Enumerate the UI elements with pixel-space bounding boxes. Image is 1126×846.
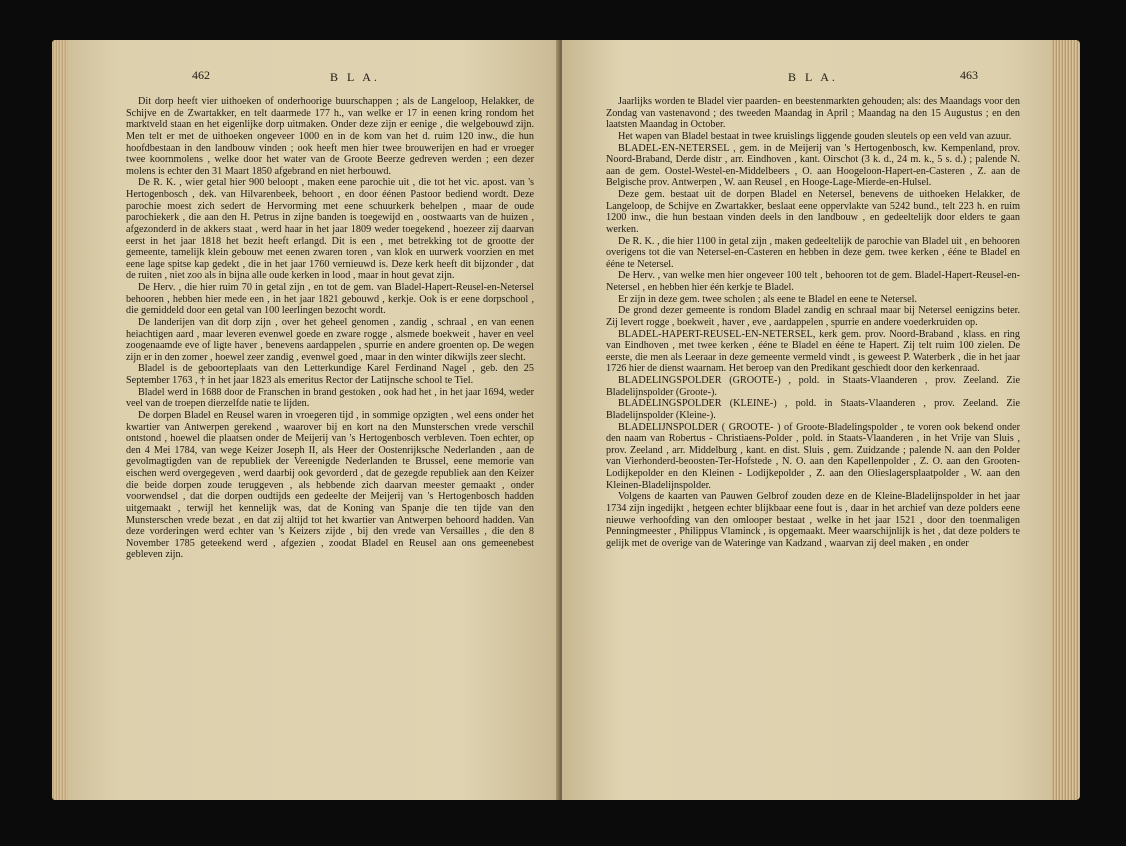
- running-header-right: B L A.: [788, 70, 838, 84]
- left-page-body: [126, 96, 534, 561]
- paragraph: De Herv. , van welke men hier ongeveer 100 telt , behooren tot de gem. Bladel-Hapert-Reusel-en-Netersel , en hebben hier één kerkje te Bladel.: [606, 270, 1020, 293]
- paragraph: Deze gem. bestaat uit de dorpen Bladel en Netersel, benevens de uithoeken Helakker, de Langeloop, de Schijve en Zwartakker, beslaat eene oppervlakte van 5242 bund., telt 223 h. en ruim 1200 inw., die hun bestaan vinden deels in den landbouw , en gedeeltelijk door elders te gaan werken.: [606, 189, 1020, 235]
- paragraph: Bladel is de geboorteplaats van den Letterkundige Karel Ferdinand Nagel , geb. den 25 September 1763 , † in het jaar 1823 als emeritus Rector der Latijnsche school te Tiel.: [126, 363, 534, 386]
- page-number-right: 463: [960, 68, 978, 82]
- paragraph: BLADEL-EN-NETERSEL , gem. in de Meijerij van 's Hertogenbosch, kw. Kempenland, prov. Noord-Braband, Derde distr , arr. Eindhoven , kant. Oirschot (3 k. d., 24 m. k., 5 s. d.) ; palende N. aan de gem. Oostel-Westel-en-Middelbeers , O. aan Hoogeloon-Hapert-en-Casteren , Z. aan de Belgische prov. Antwerpen , W. aan Reusel , en Hooge-Lage-Mierde-en-Hulsel.: [606, 142, 1020, 189]
- paragraph: De R. K. , die hier 1100 in getal zijn , maken gedeeltelijk de parochie van Bladel uit , en behooren overigens tot die van Netersel-en-Casteren en hebben in deze gem. twee kerken , ééne te Bladel en ééne te Netersel.: [606, 235, 1020, 270]
- book-left-edge: [52, 40, 68, 800]
- paragraph: BLADELINGSPOLDER (KLEINE-) , pold. in Staats-Vlaanderen , prov. Zeeland. Zie Bladelijnspolder (Kleine-).: [606, 398, 1020, 421]
- running-header-left: B L A.: [330, 70, 380, 84]
- paragraph: Het wapen van Bladel bestaat in twee kruislings liggende gouden sleutels op een veld van azuur.: [618, 130, 1012, 142]
- paragraph: BLADELINGSPOLDER (GROOTE-) , pold. in Staats-Vlaanderen , prov. Zeeland. Zie Bladelijnspolder (Groote-).: [606, 375, 1020, 398]
- paragraph: De landerijen van dit dorp zijn , over het geheel genomen , zandig , schraal , en van eenen heiachtigen aard , maar leveren evenwel goede en zware rogge , alsmede boekweit , haver en veel zoogenaamde eve of ligte haver , benevens aardappelen , spurrie en andere groenten op. De wegen zijn er in den zomer , hoewel zeer zandig , evenwel goed , maar in den winter dikwijls zeer slecht.: [126, 316, 534, 363]
- book-right-edge: [1052, 40, 1080, 800]
- paragraph: De grond dezer gemeente is rondom Bladel zandig en schraal maar bij Netersel eenigzins beter. Zij levert rogge , boekweit , haver , eve , aardappelen , spurrie en andere voederkruiden op.: [606, 305, 1020, 328]
- paragraph: Er zijn in deze gem. twee scholen ; als eene te Bladel en eene te Netersel.: [618, 293, 917, 305]
- paragraph: De Herv. , die hier ruim 70 in getal zijn , en tot de gem. van Bladel-Hapert-Reusel-en-Netersel behooren , hebben hier mede een , in het jaar 1821 gebouwd , kerkje. Ook is er eene dorpschool , die gemiddeld door een getal van 100 leerlingen bezocht wordt.: [126, 282, 534, 317]
- paragraph: De R. K. , wier getal hier 900 beloopt , maken eene parochie uit , die tot het vic. apost. van 's Hertogenbosch , dek. van Hilvarenbeek, behoort , en door éénen Pastoor bediend wordt. Deze parochie moest zich sedert de Hervorming met eene schuurkerk behelpen , maar de oude parochiekerk , die aan den H. Petrus in zijne banden is toegewijd en , oostwaarts van de huizen , afgezonderd in de akkers staat , werd haar in het jaar 1809 weder toegekend , hoezeer zij daarvan eerst in het jaar 1818 het bezit heeft erlangd. Dit is een , met betrekking tot de grootte der gemeente, tamelijk klein gebouw met eenen zwaren toren , van klok en uurwerk voorzien en met eene lage spitse kap gedekt , die in het jaar 1760 vernieuwd is. Deze kerk heeft dit bijzonder , dat de ruiten , niet zoo als in bijna alle oude kerken in lood , maar in hout gevat zijn.: [126, 177, 534, 282]
- paragraph: Jaarlijks worden te Bladel vier paarden- en beestenmarkten gehouden; als: des Maandags voor den Zondag van vastenavond ; des tweeden Maandag in April ; Maandag na den 15 Augustus ; en den laatsten Maandag in October.: [606, 96, 1020, 131]
- page-number-left: 462: [192, 68, 210, 82]
- paragraph: BLADEL-HAPERT-REUSEL-EN-NETERSEL, kerk gem. prov. Noord-Braband , klass. en ring van Eindhoven , met twee kerken , ééne te Bladel en ééne te Hapert. Zij telt ruim 100 zielen. De eerste, die men als Leeraar in deze gemeente vermeld vindt , is geweest P. Waterberk , die in het jaar 1726 hier de dienst waarnam. Het beroep van den Predikant geschiedt door den kerkenraad.: [606, 328, 1020, 375]
- paragraph: Bladel werd in 1688 door de Franschen in brand gestoken , ook had het , in het jaar 1694, weder veel van de troepen dierzelfde natie te lijden.: [126, 386, 534, 410]
- right-page: [562, 40, 1052, 800]
- left-page: [68, 40, 560, 800]
- paragraph: De dorpen Bladel en Reusel waren in vroegeren tijd , in sommige opzigten , wel eens onder het kwartier van Antwerpen gerekend , waarover bij en kort na den Munsterschen vrede verschil ontstond , hoewel die plaatsen onder de Meijerij van 's Hertogenbosch verbleven. Toen echter, op den 4 Mei 1784, van wege Keizer Joseph II, als Heer der Oostenrijksche Nederlanden , aan de gevolmagtigden van de republiek der Vereenigde Nederlanden te Brussel, eene memorie van eischen werd overgegeven , werd daarbij ook gevorderd , dat de gezegde republiek aan den Keizer die beide dorpen zoude teruggeven , als hebbende zich daarvan meester gemaakt , onder voorwendsel , dat die dorpen oudtijds een gedeelte der Meijerij van 's Hertogenbosch hadden uitgemaakt , terwijl het kennelijk was, dat de Koning van Spanje die ten tijde van den Munsterschen vrede bezat , en dat zij altijd tot het kwartier van Antwerpen behoord hadden. Van deze vorderingen werd echter van 's Keizers zijde , bij den vrede van Versailles , die den 8 November 1785 geteekend werd , afgezien , zoodat Bladel en Reusel aan ons gemeenebest gebleven zijn.: [126, 409, 534, 561]
- paragraph: Volgens de kaarten van Pauwen Gelbrof zouden deze en de Kleine-Bladelijnspolder in het jaar 1734 zijn ingedijkt , hetgeen echter blijkbaar eene fout is , daar in het archief van deze polders eene nieuwe verhoofding van den omlooper bestaat , welke in het jaar 1521 , door den toenmaligen Penningmeester , Philippus Vlaminck , is opgemaakt. Meer waarschijnlijk is het , dat deze polders te gelijk met de overige van de Wateringe van Kadzand , waarvan zij deel maken , en onder: [606, 491, 1020, 549]
- paragraph: BLADELIJNSPOLDER ( GROOTE- ) of Groote-Bladelingspolder , te voren ook bekend onder den naam van Robertus - Christiaens-Polder , pold. in Staats-Vlaanderen , in het Vrije van Sluis , prov. Zeeland , arr. Middelburg , kant. en dist. Sluis , gem. Zuidzande ; palende N. aan den Polder van Vierhonderd-beoosten-Ter-Hofstede , N. O. aan den Kapellenpolder , Z. O. aan den Grooten-Lodijkepolder en den Kleinen - Lodijkepolder , Z. aan den Olieslagersplaatpolder , W. aan den Kleinen-Bladelijnspolder.: [606, 421, 1020, 491]
- right-page-body: [606, 96, 1020, 549]
- paragraph: Dit dorp heeft vier uithoeken of onderhoorige buurschappen ; als de Langeloop, Helakker, de Schijve en de Zwartakker, en telt daarmede 177 h., van welke er 17 in eenen kring rondom het marktveld staan en het eigenlijke dorp uitmaken. Onder deze zijn er eenige , die welgebouwd zijn. Men telt er met de uithoeken ongeveer 1000 en in de kom van het d. ruim 120 inw., die hun hoofdbestaan in den landbouw vinden ; ook heeft men hier twee brouwerijen en had er vroeger twee koornmolens , welke door het water van de Groote Beerze gedreven werden ; een dezer molens is echter den 31 Maart 1850 afgebrand en niet herbouwd.: [126, 96, 534, 177]
